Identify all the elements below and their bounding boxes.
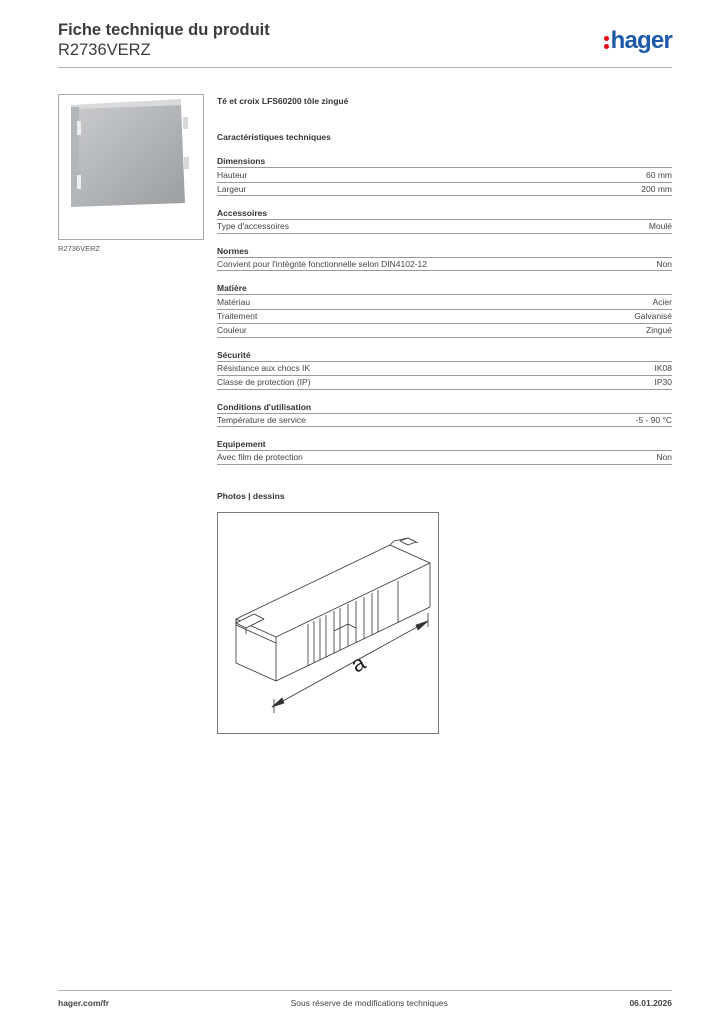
group-title: Sécurité: [217, 349, 251, 360]
spec-row: [217, 413, 672, 428]
group-title: Accessoires: [217, 208, 268, 218]
spec-row: [217, 182, 672, 197]
footer-notice: Sous réserve de modifications techniques: [290, 998, 448, 1008]
spec-value: 60 mm: [646, 169, 672, 180]
spec-value: Non: [656, 452, 672, 463]
spec-value: -5 - 90 °C: [635, 414, 672, 425]
spec-label: Type d'accessoires: [217, 221, 290, 232]
footer-divider: [58, 990, 672, 991]
product-reference: R2736VERZ: [58, 41, 151, 59]
spec-row: [217, 294, 672, 309]
spec-value: IK08: [654, 363, 672, 374]
spec-label: Matériau: [217, 296, 251, 307]
hager-logo: [604, 28, 672, 54]
product-thumbnail: [58, 94, 204, 240]
group-title: Conditions d'utilisation: [217, 401, 312, 412]
spec-label: Avec film de protection: [217, 452, 303, 463]
thumbnail-caption: R2736VERZ: [58, 244, 101, 253]
spec-row: [217, 323, 672, 338]
spec-group-conditions: [217, 402, 672, 428]
product-name: Té et croix LFS60200 tôle zingué: [217, 96, 349, 106]
spec-group-accessories: [217, 208, 672, 234]
spec-group-standards: [217, 246, 672, 272]
spec-row: [217, 450, 672, 465]
spec-label: Couleur: [217, 325, 247, 336]
dimension-label: a: [346, 649, 370, 678]
footer-website-link[interactable]: hager.com/fr: [58, 998, 110, 1008]
group-title: Equipement: [217, 439, 266, 449]
document-header: [58, 20, 672, 70]
group-title: Matière: [217, 283, 247, 293]
group-title: Dimensions: [217, 156, 266, 166]
footer-date: 06.01.2026: [629, 998, 672, 1008]
logo-dots-icon: [604, 34, 609, 52]
spec-group-equipment: [217, 439, 672, 465]
specifications: [217, 96, 672, 503]
group-title: Normes: [217, 245, 249, 256]
spec-value: IP30: [654, 377, 672, 388]
product-photo-icon: [59, 95, 203, 239]
spec-value: 200 mm: [641, 183, 672, 194]
spec-row: [217, 361, 672, 376]
spec-label: Largeur: [217, 183, 247, 194]
trunking-drawing-icon: [218, 513, 438, 733]
spec-label: Hauteur: [217, 169, 248, 180]
spec-group-safety: [217, 350, 672, 390]
page-footer: [58, 998, 672, 1008]
spec-row: [217, 167, 672, 182]
spec-value: Moulé: [648, 221, 672, 232]
spec-label: Convient pour l'intégrité fonctionnelle selon DIN4102-12: [217, 258, 428, 269]
spec-row: [217, 219, 672, 234]
spec-value: Non: [656, 258, 672, 269]
spec-label: Traitement: [217, 311, 258, 322]
spec-group-material: [217, 283, 672, 338]
logo-text: hager: [610, 27, 672, 54]
spec-row: [217, 257, 672, 272]
spec-value: Zingué: [646, 325, 672, 336]
photos-heading: Photos | dessins: [217, 490, 285, 501]
spec-label: Classe de protection (IP): [217, 377, 311, 388]
technical-drawing: [217, 512, 439, 734]
technical-characteristics-heading: Caractéristiques techniques: [217, 132, 331, 142]
spec-label: Température de service: [217, 414, 306, 425]
header-divider: [58, 67, 672, 68]
spec-row: [217, 309, 672, 324]
spec-value: Acier: [652, 296, 672, 307]
spec-label: Résistance aux chocs IK: [217, 363, 311, 374]
spec-row: [217, 375, 672, 390]
document-title: Fiche technique du produit: [58, 21, 270, 39]
spec-value: Galvanisé: [634, 311, 672, 322]
spec-group-dimensions: [217, 156, 672, 196]
